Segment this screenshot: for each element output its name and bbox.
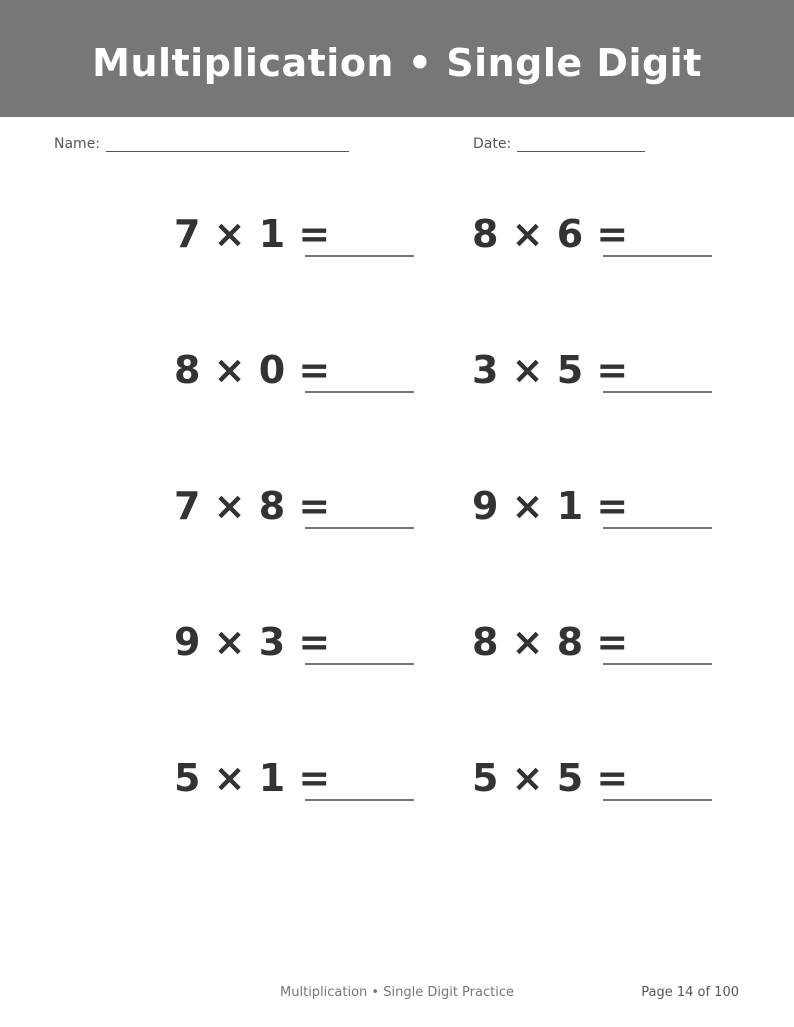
problem-6 <box>472 483 772 543</box>
header-banner <box>0 0 794 117</box>
problem-text: 9 × 1 = <box>472 484 629 528</box>
problem-text: 9 × 3 = <box>174 620 331 664</box>
name-field[interactable] <box>106 151 349 152</box>
answer-blank[interactable] <box>305 799 414 801</box>
problem-10 <box>472 755 772 815</box>
answer-blank[interactable] <box>603 255 712 257</box>
page-number: Page 14 of 100 <box>641 985 739 1000</box>
problem-5 <box>174 483 474 543</box>
problem-1 <box>174 211 474 271</box>
date-label: Date: <box>473 136 512 152</box>
problem-7 <box>174 619 474 679</box>
problem-9 <box>174 755 474 815</box>
answer-blank[interactable] <box>603 527 712 529</box>
answer-blank[interactable] <box>305 527 414 529</box>
page-title: Multiplication • Single Digit <box>92 41 702 85</box>
problem-text: 8 × 0 = <box>174 348 331 392</box>
problem-text: 5 × 5 = <box>472 756 629 800</box>
problem-text: 8 × 8 = <box>472 620 629 664</box>
footer-title: Multiplication • Single Digit Practice <box>280 985 514 1000</box>
problem-8 <box>472 619 772 679</box>
problem-4 <box>472 347 772 407</box>
answer-blank[interactable] <box>305 255 414 257</box>
problem-text: 3 × 5 = <box>472 348 629 392</box>
problem-text: 8 × 6 = <box>472 212 629 256</box>
problem-text: 7 × 1 = <box>174 212 331 256</box>
answer-blank[interactable] <box>305 663 414 665</box>
name-label: Name: <box>54 136 101 152</box>
problem-2 <box>472 211 772 271</box>
answer-blank[interactable] <box>603 799 712 801</box>
date-field[interactable] <box>517 151 645 152</box>
answer-blank[interactable] <box>603 663 712 665</box>
answer-blank[interactable] <box>305 391 414 393</box>
problem-3 <box>174 347 474 407</box>
problem-text: 7 × 8 = <box>174 484 331 528</box>
problem-text: 5 × 1 = <box>174 756 331 800</box>
answer-blank[interactable] <box>603 391 712 393</box>
